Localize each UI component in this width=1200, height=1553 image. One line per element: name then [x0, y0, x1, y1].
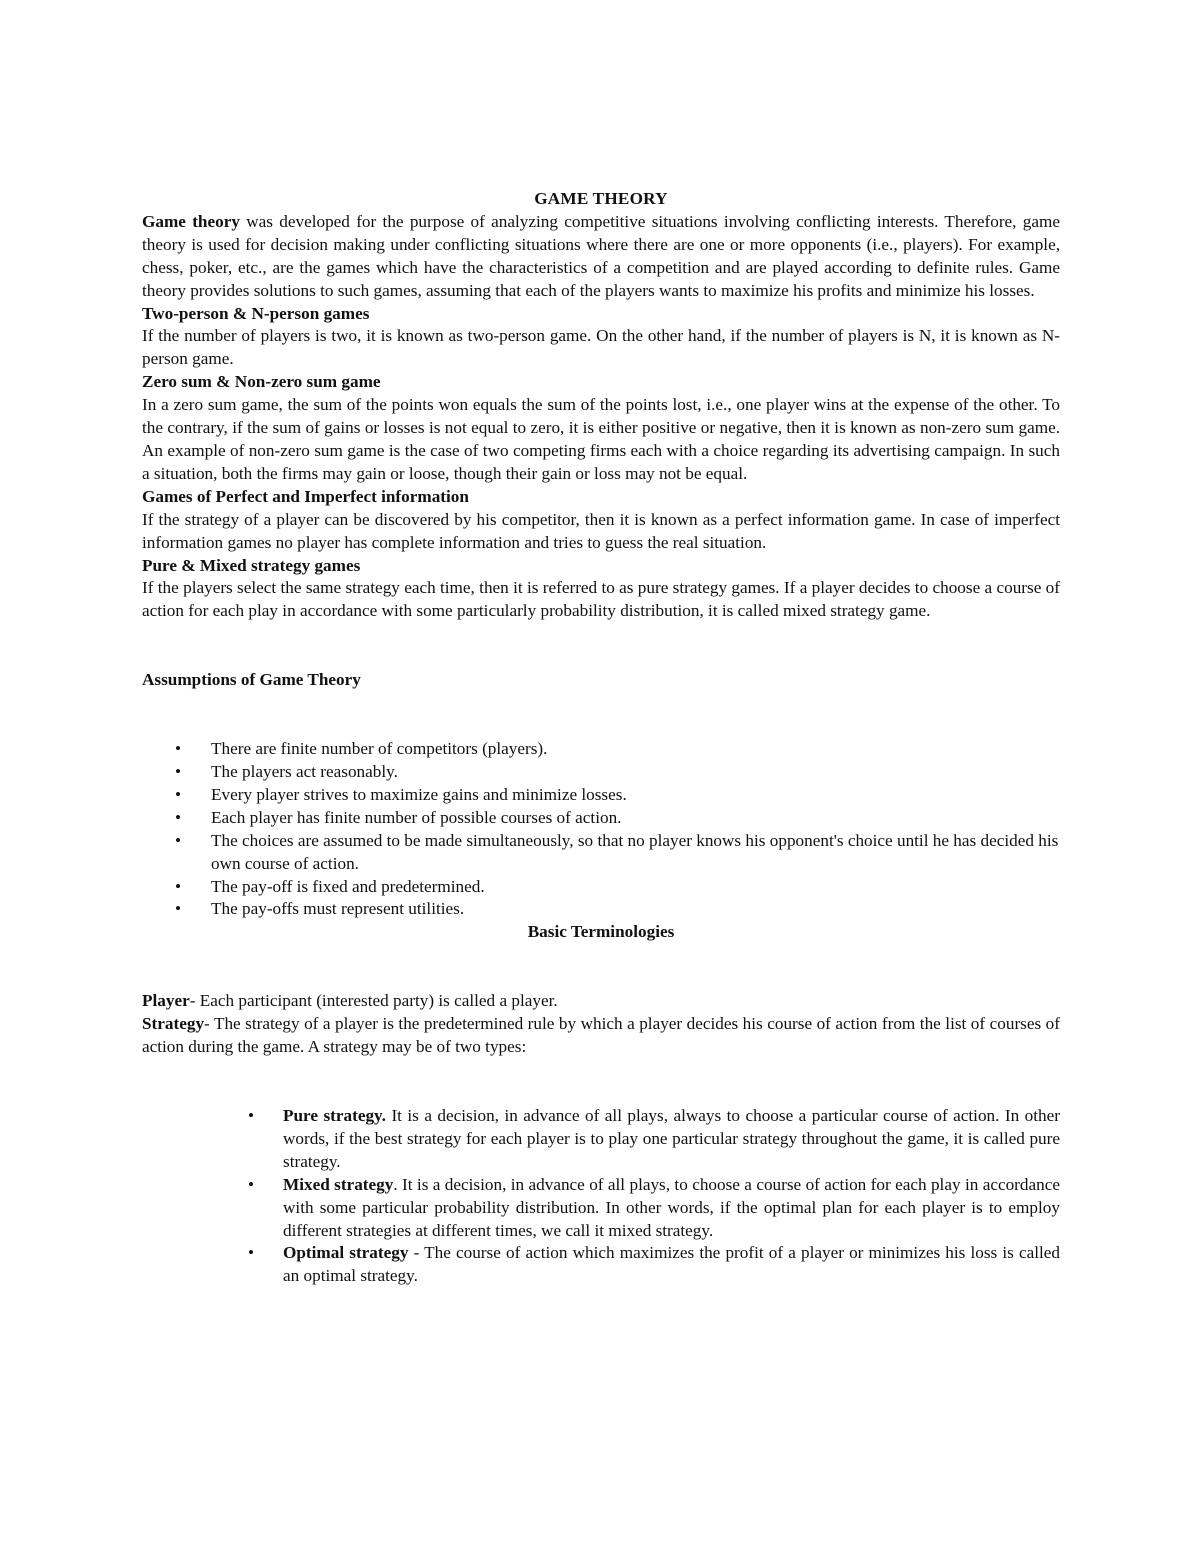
section-text-zero-sum: In a zero sum game, the sum of the points won equals the sum of the points lost, i.e., one player wins at the expense of the other. To the contrary, if the sum of gains or losses is not equal to zero, it is either positive or negative, then it is known as non-zero sum game. An example of non-zero sum game is the case of two competing firms each with a choice regarding its advertising campaign. In such a situation, both the firms may gain or loose, though their gain or loss may not be equal.	[142, 395, 1060, 483]
section-heading-information: Games of Perfect and Imperfect information	[142, 486, 469, 506]
section-text-two-person: If the number of players is two, it is known as two-person game. On the other hand, if the number of players is N, it is known as N-person game.	[142, 326, 1060, 369]
list-item	[142, 898, 1060, 921]
list-item	[248, 1105, 1060, 1174]
terminology-heading: Basic Terminologies	[527, 922, 675, 942]
list-item	[142, 807, 1060, 830]
intro-paragraph	[142, 211, 1060, 303]
section-heading-strategy-games: Pure & Mixed strategy games	[142, 555, 361, 575]
section-text-strategy-games: If the players select the same strategy each time, then it is referred to as pure strategy games. If a player decides to choose a course of action for each play in accordance with some particularly probability distribution, it is called mixed strategy game.	[142, 578, 1060, 621]
player-term: Player	[142, 991, 190, 1011]
strategy-type-term: Mixed strategy	[283, 1174, 394, 1194]
strategy-text: - The strategy of a player is the predetermined rule by which a player decides his course of action from the list of courses of action during the game. A strategy may be of two types:	[142, 1014, 1060, 1057]
strategy-type-text: It is a decision, in advance of all plays, always to choose a particular course of action. In other words, if the best strategy for each player is to play one particular strategy throughout the game, it is called pure strategy.	[283, 1106, 1060, 1171]
list-item	[142, 761, 1060, 784]
bullet-icon: •	[175, 807, 182, 827]
player-text: - Each participant (interested party) is called a player.	[189, 991, 558, 1011]
bullet-icon: •	[248, 1243, 255, 1263]
section-heading-two-person: Two-person & N-person games	[142, 303, 370, 323]
strategy-type-text: . It is a decision, in advance of all plays, to choose a course of action for each play in accordance with some particular probability distribution. In other words, if the optimal plan for each player is to employ different strategies at different times, we call it mixed strategy.	[283, 1174, 1060, 1240]
spacer	[142, 692, 1060, 738]
strategy-type-term: Optimal strategy	[283, 1243, 409, 1263]
list-item-text: The players act reasonably.	[211, 762, 398, 782]
list-item-text: There are finite number of competitors (players).	[211, 739, 548, 759]
strategy-type-text: - The course of action which maximizes the profit of a player or minimizes his loss is called an optimal strategy.	[283, 1243, 1060, 1286]
list-item-text: The choices are assumed to be made simultaneously, so that no player knows his opponent's choice until he has decided his own course of action.	[211, 830, 1059, 873]
strategy-types-list	[142, 1105, 1060, 1288]
intro-term: Game theory	[142, 211, 240, 231]
bullet-icon: •	[175, 899, 182, 919]
spacer	[142, 623, 1060, 669]
section-text-information: If the strategy of a player can be discovered by his competitor, then it is known as a perfect information game. In case of imperfect information games no player has complete information and tries to guess the real situation.	[142, 509, 1060, 552]
bullet-icon: •	[175, 830, 182, 850]
list-item-text: Each player has finite number of possible courses of action.	[211, 807, 622, 827]
section-heading-zero-sum: Zero sum & Non-zero sum game	[142, 372, 381, 392]
list-item-text: The pay-offs must represent utilities.	[211, 899, 465, 919]
list-item	[142, 876, 1060, 899]
bullet-icon: •	[175, 762, 182, 782]
bullet-icon: •	[248, 1106, 255, 1125]
list-item-text: The pay-off is fixed and predetermined.	[211, 876, 485, 896]
strategy-type-term: Pure strategy.	[283, 1106, 386, 1125]
document-page	[142, 188, 1060, 1288]
list-item	[248, 1242, 1060, 1288]
list-item	[142, 830, 1060, 876]
list-item	[248, 1174, 1060, 1243]
player-definition	[142, 990, 1060, 1013]
page-title: GAME THEORY	[534, 189, 668, 208]
assumptions-list	[142, 738, 1060, 921]
intro-text: was developed for the purpose of analyzing competitive situations involving conflicting interests. Therefore, game theory is used for decision making under conflicting situations where there are one or more opponents (i.e., players). For example, chess, poker, etc., are the games which have the characteristics of a competition and are played according to definite rules. Game theory provides solutions to such games, assuming that each of the players wants to maximize his profits and minimize his losses.	[142, 211, 1060, 300]
list-item	[142, 738, 1060, 761]
spacer	[142, 944, 1060, 990]
list-item-text: Every player strives to maximize gains and minimize losses.	[211, 784, 627, 804]
assumptions-heading: Assumptions of Game Theory	[142, 670, 361, 690]
bullet-icon: •	[175, 739, 182, 759]
list-item	[142, 784, 1060, 807]
bullet-icon: •	[248, 1174, 255, 1194]
bullet-icon: •	[175, 784, 182, 804]
strategy-term: Strategy	[142, 1014, 205, 1034]
bullet-icon: •	[175, 876, 182, 896]
spacer	[142, 1059, 1060, 1105]
strategy-definition	[142, 1013, 1060, 1059]
